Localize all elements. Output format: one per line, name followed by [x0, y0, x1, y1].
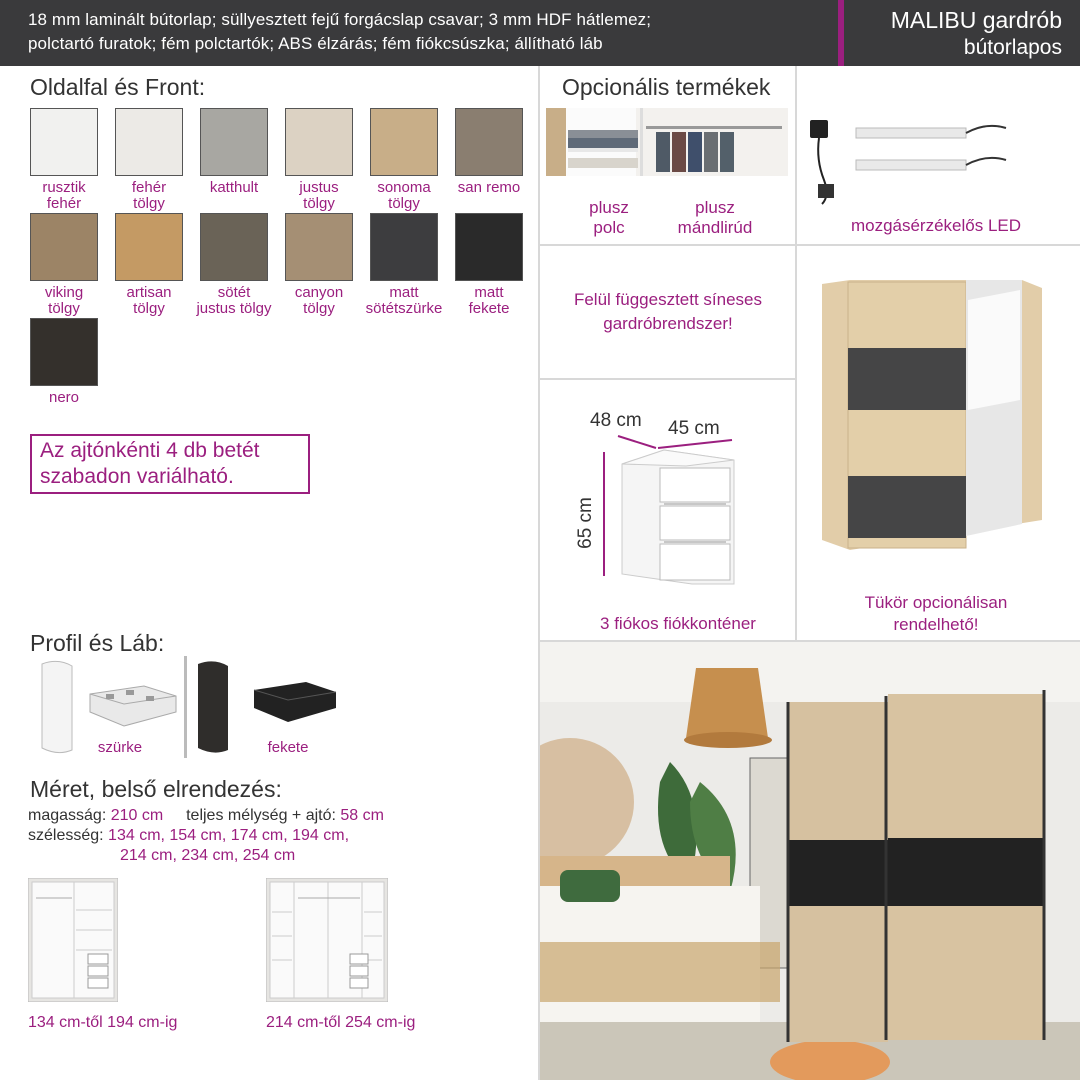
finish-label-line1: katthult: [209, 179, 259, 196]
finish-label-line2: tölgy: [48, 300, 80, 317]
finishes-title: Oldalfal és Front:: [30, 74, 206, 100]
brand-title: MALIBU gardrób: [890, 7, 1062, 33]
led-kit-image: [806, 110, 1026, 210]
finish-label-line2: tölgy: [133, 300, 165, 317]
finish-label-line2: tölgy: [388, 195, 420, 212]
finish-label: [441, 180, 537, 196]
optional-title: Opcionális termékek: [562, 74, 771, 100]
finish-label: [186, 180, 282, 196]
brand-box: [838, 0, 1080, 66]
finish-label-line1: nero: [48, 389, 80, 406]
rail-system-note: [548, 288, 788, 336]
grey-profile: [42, 661, 72, 752]
finish-swatch: [115, 213, 183, 281]
profile-title: Profil és Láb:: [30, 630, 165, 656]
finish-swatch: [115, 108, 183, 176]
finish-label: [441, 285, 537, 317]
profile-grey-label: szürke: [97, 739, 143, 756]
wardrobe-large-layout: [266, 878, 388, 1002]
finish-label: [186, 285, 282, 317]
wardrobe-mirror-image: [822, 280, 1042, 556]
mirror-note-l1: Tükör opcionálisan: [864, 593, 1008, 612]
black-leg-box: [254, 682, 336, 722]
led-label: mozgásérzékelős LED: [850, 216, 1022, 235]
note-line-1: Az ajtónkénti 4 db betét: [40, 439, 260, 462]
finish-swatch: [285, 108, 353, 176]
finish-label: [271, 180, 367, 212]
height-label: magasság:: [28, 807, 107, 824]
mirror-note: [806, 592, 1066, 636]
finish-label-line1: matt: [389, 284, 419, 301]
width-values-2: 214 cm, 234 cm, 254 cm: [120, 847, 296, 864]
profile-black-label: fekete: [267, 739, 309, 756]
brand-accent: [838, 0, 844, 66]
finish-swatch: [200, 213, 268, 281]
finish-swatch: [370, 108, 438, 176]
finish-label-line1: artisan: [126, 284, 172, 301]
black-profile: [198, 661, 228, 752]
finish-swatch: [200, 108, 268, 176]
finish-label-line2: tölgy: [133, 195, 165, 212]
finish-label: [16, 180, 112, 212]
finish-swatch: [30, 108, 98, 176]
finish-swatch: [455, 108, 523, 176]
finish-label-line2: tölgy: [303, 300, 335, 317]
finish-label: [101, 180, 197, 212]
plus-shelf-l1: plusz: [589, 198, 629, 217]
finish-label: [356, 285, 452, 317]
finish-label-line1: san remo: [457, 179, 521, 196]
depth-label: teljes mélység + ajtó:: [186, 807, 336, 824]
size-height-row: [28, 806, 384, 826]
spec-line-1: 18 mm laminált bútorlap; süllyesztett fejű forgácslap csavar; 3 mm HDF hátlemez;: [28, 10, 652, 29]
finish-label-line2: justus tölgy: [196, 300, 272, 317]
finish-label: [101, 285, 197, 317]
small-range-label: 134 cm-től 194 cm-ig: [28, 1014, 178, 1031]
wardrobe-small-layout: [28, 878, 118, 1002]
finish-label: [356, 180, 452, 212]
size-title: Méret, belső elrendezés:: [30, 776, 282, 802]
size-width-row-2: [120, 846, 295, 866]
finish-label-line1: matt: [474, 284, 504, 301]
finish-label-line2: fekete: [468, 300, 510, 317]
finish-label-line1: rusztik: [42, 179, 86, 196]
finish-label: [271, 285, 367, 317]
note-line-2: szabadon variálható.: [40, 465, 234, 488]
variation-note: [30, 434, 310, 494]
spec-line-2: polctartó furatok; fém polctartók; ABS élzárás; fém fiókcsúszka; állítható láb: [28, 34, 603, 53]
width-values-1: 134 cm, 154 cm, 174 cm, 194 cm,: [108, 827, 350, 844]
finish-label: [16, 390, 112, 406]
rail-note-l1: Felül függesztett síneses: [573, 290, 763, 309]
plus-rod-l2: mándlirúd: [677, 218, 753, 237]
divider-rail: [540, 378, 795, 380]
finish-label-line1: fehér: [131, 179, 167, 196]
finish-swatch: [30, 318, 98, 386]
dim-width: 45 cm: [668, 418, 720, 439]
finish-label-line1: sonoma: [377, 179, 431, 196]
width-label: szélesség:: [28, 827, 104, 844]
rail-note-l2: gardróbrendszer!: [603, 314, 733, 333]
height-value: 210 cm: [110, 807, 164, 824]
finish-label-line1: canyon: [294, 284, 344, 301]
depth-value: 58 cm: [340, 807, 384, 824]
plus-rod-label: [662, 198, 768, 238]
spec-text: [28, 8, 818, 56]
large-range-label: 214 cm-től 254 cm-ig: [266, 1014, 416, 1031]
brand-subtitle: bútorlapos: [963, 36, 1062, 59]
plus-shelf-l2: polc: [593, 218, 625, 237]
finish-swatch: [455, 213, 523, 281]
finish-label-line2: sötétszürke: [365, 300, 443, 317]
finish-label: [16, 285, 112, 317]
finish-label-line1: sötét: [217, 284, 251, 301]
plus-shelf-label: [572, 198, 646, 238]
finish-swatch: [285, 213, 353, 281]
finish-label-line2: tölgy: [303, 195, 335, 212]
finish-swatch: [30, 213, 98, 281]
divider-opt-bottom: [540, 244, 1080, 246]
finish-label-line1: justus: [299, 179, 339, 196]
divider-opt-middle: [795, 66, 797, 640]
plus-rod-l1: plusz: [695, 198, 735, 217]
size-width-row: [28, 826, 349, 846]
finish-swatch: [370, 213, 438, 281]
bedroom-photo: [540, 642, 1080, 1080]
finish-label-line1: viking: [44, 284, 84, 301]
shelf-rod-image: [546, 108, 788, 176]
dim-height: 65 cm: [574, 497, 596, 549]
finish-label-line2: fehér: [46, 195, 82, 212]
drawer-label: 3 fiókos fiókkonténer: [600, 614, 756, 633]
dim-depth: 48 cm: [590, 410, 642, 431]
mirror-note-l2: rendelhető!: [893, 615, 979, 634]
